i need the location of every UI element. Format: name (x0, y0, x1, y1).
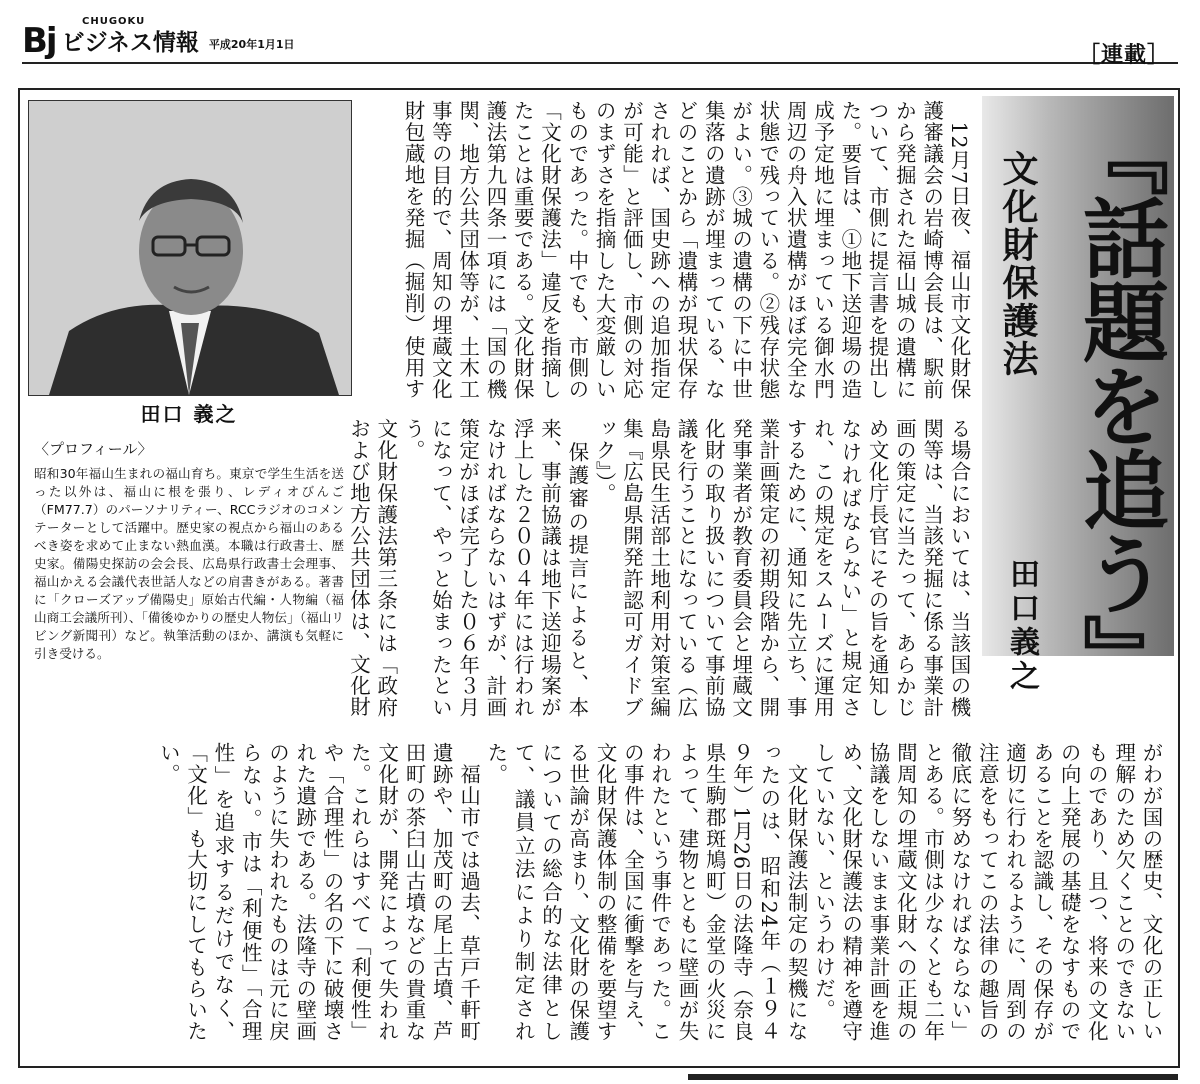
profile-box (28, 428, 350, 716)
author-photo (28, 100, 352, 396)
masthead-name: ビジネス情報 (61, 30, 199, 56)
article-block-3: がわが国の歴史、文化の正しい理解のため欠くことのできないものであり、且つ、将来の文化の向上発展の基礎をなすものであることを認識し、その保存が適切に行われるように、周到の注意をもってこの法律の趣旨の徹底に努めなければならない」とある。市側は少なくとも二年間周知の埋蔵文化財への正規の協議をしないまま事業計画を進め、文化財保護法の精神を遵守していない、というわけだ。 文化財保護法制定の契機になったのは、昭和24年（１９４９年）1月26日の法隆寺（奈良県生駒郡斑鳩町）金堂の火災によって、建物とともに壁画が失われたという事件であった。この事件は、全国に衝撃を与え、文化財保護体制の整備を要望する世論が高まり、文化財の保護についての総合的な法律として、議員立法により制定された。 福山市では過去、草戸千軒町遺跡や、加茂町の尾上古墳、芦田町の茶臼山古墳などの貴重な文化財が、開発によって失われた。これらはすべて「利便性」や「合理性」の名の下に破壊された遺跡である。法隆寺の壁画のように失われたものは元に戻らない。市は「利便性」「合理性」を追求するだけでなく、「文化」も大切にしてもらいたい。 (156, 742, 1163, 1042)
footer-rule (688, 1074, 1178, 1080)
masthead-logo: Bj (22, 21, 56, 61)
series-label: ［連載］ (1077, 43, 1170, 68)
article-author: 田口義之 (1004, 558, 1039, 694)
masthead (22, 16, 295, 61)
article-subtitle: 文化財保護法 (997, 150, 1039, 378)
photo-caption: 田口 義之 (140, 402, 238, 426)
portrait-illustration (29, 101, 351, 395)
profile-text: 昭和30年福山生まれの福山育ち。東京で学生生活を送った以外は、福山に根を張り、レディオびんご（FM77.7）のパーソナリティー、RCCラジオのコメンテーターとして活躍中。歴史家の視点から福山のあるべき姿を求めて止まない熱血漢。本職は行政書士、歴史家。備陽史探訪の会会長、広島県行政書士会理事、福山かえる会議代表世話人などの肩書きがある。著書に「クローズアップ備陽史」原始古代編・人物編（福山商工会議所刊）、「備後ゆかりの歴史人物伝」（福山リビング新聞刊）など。執筆活動のほか、講演も気軽に引き受ける。 (34, 466, 344, 661)
masthead-region: CHUGOKU (82, 16, 146, 27)
profile-heading: 〈プロフィール〉 (34, 440, 153, 458)
header-rule (22, 62, 1178, 64)
article-title: 『話題を追う』 (1068, 110, 1169, 698)
article-block-1: 12月7日夜、福山市文化財保護審議会の岩崎博会長は、駅前から発掘された福山城の遺構について、市側に提言書を提出した。要旨は、①地下送迎場の造成予定地に埋まっている御水門周辺の舟入状遺構がほぼ完全な状態で残っている。②残存状態がよい。③城の遺構の下に中世集落の遺跡が埋まっている、などのことから「遺構が現状保存されれば、国史跡への追加指定が可能」と評価し、市側の対応のまずさを指摘した大変厳しいものであった。中でも、市側の「文化財保護法」違反を指摘したことは重要である。文化財保護法第九四条一項には「国の機関、地方公共団体等が、土木工事等の目的で、周知の埋蔵文化財包蔵地を発掘（掘削）使用す (401, 100, 971, 400)
masthead-date: 平成20年1月1日 (208, 38, 295, 51)
article-block-2: る場合においては、当該国の機関等は、当該発掘に係る事業計画の策定に当たって、あらかじめ文化庁長官にその旨を通知しなければならない」と規定され、この規定をスムーズに運用するために、通知に先立ち、事業計画策定の初期段階から、開発事業者が教育委員会と埋蔵文化財の取り扱いについて事前協議を行うことになっている（広島県民生活部土地利用対策室編集『広島県開発許認可ガイドブック』）。 保護審の提言によると、本来、事前協議は地下送迎場案が浮上した２００４年には行われなければならないはずが、計画策定がほぼ完了した０６年３月になって、やっと始まったという。 文化財保護法第三条には「政府および地方公共団体は、文化財 (346, 418, 971, 718)
